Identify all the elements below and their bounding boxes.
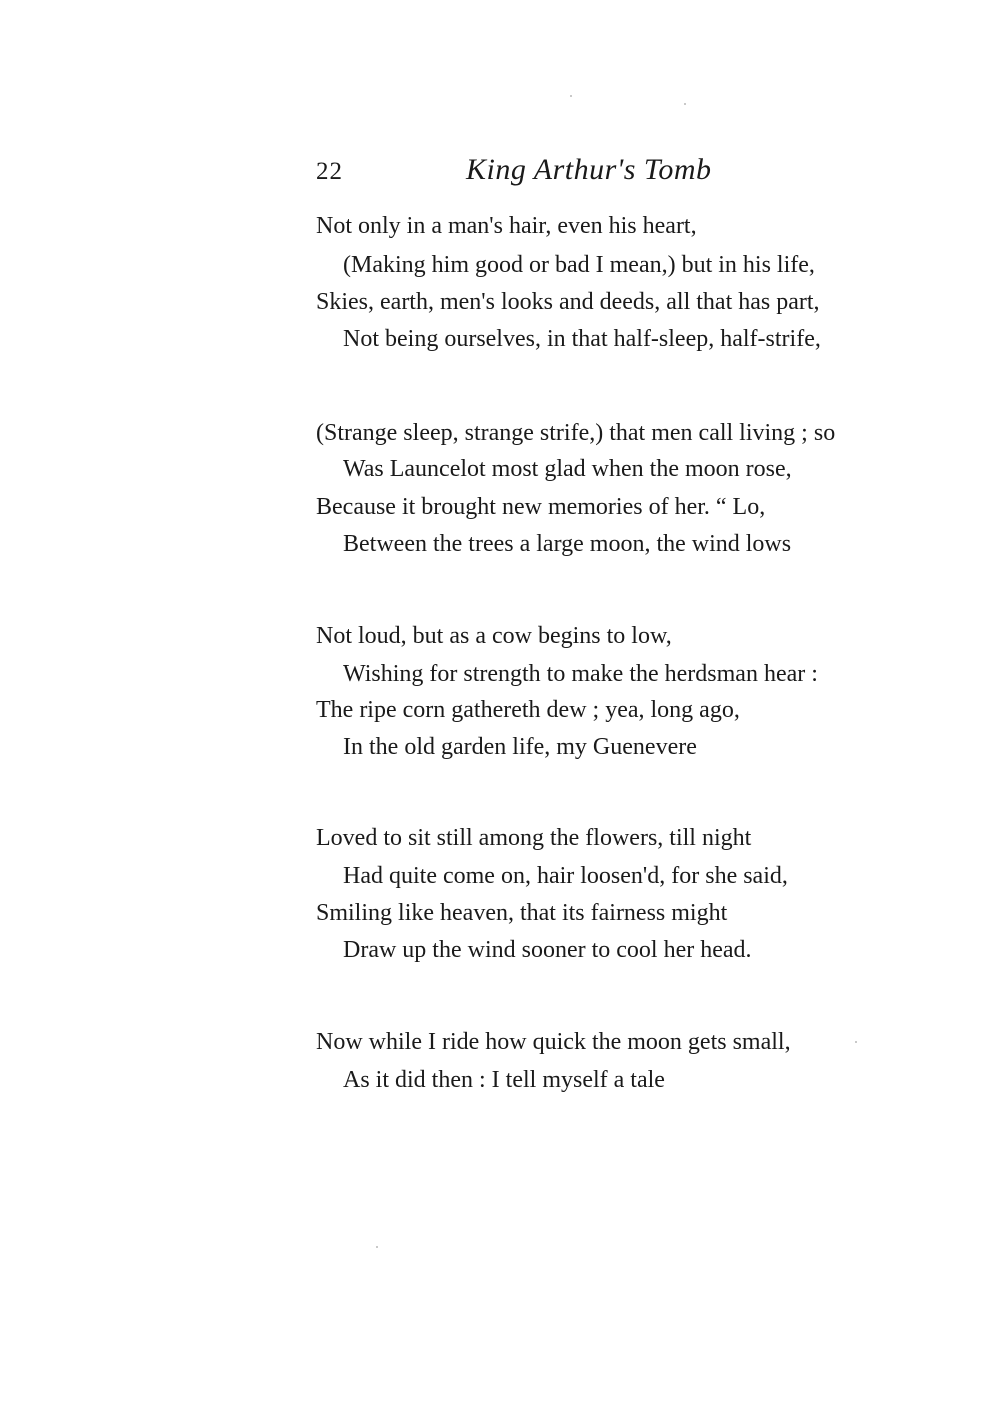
poem-line: (Strange sleep, strange strife,) that men call living ; so (316, 420, 836, 446)
running-title: King Arthur's Tomb (466, 153, 712, 186)
poem-line: Loved to sit still among the flowers, till night (316, 825, 752, 851)
poem-line: Skies, earth, men's looks and deeds, all that has part, (316, 289, 820, 315)
poem-line: Was Launcelot most glad when the moon rose, (343, 456, 792, 482)
poem-line: Smiling like heaven, that its fairness might (316, 900, 728, 926)
poem-line: Had quite come on, hair loosen'd, for she said, (343, 863, 788, 889)
poem-line: In the old garden life, my Guenevere (343, 734, 697, 760)
poem-line: (Making him good or bad I mean,) but in his life, (343, 252, 815, 278)
scan-speck (855, 1041, 857, 1043)
poem-line: Not loud, but as a cow begins to low, (316, 623, 672, 649)
poem-line: Now while I ride how quick the moon gets small, (316, 1029, 791, 1055)
poem-line: Between the trees a large moon, the wind lows (343, 531, 792, 557)
poem-line: Not being ourselves, in that half-sleep, half-strife, (343, 326, 821, 352)
poem-line: Not only in a man's hair, even his heart, (316, 213, 697, 239)
poem-line: As it did then : I tell myself a tale (343, 1067, 665, 1093)
poem-line: Draw up the wind sooner to cool her head. (343, 937, 752, 963)
scan-speck (684, 103, 686, 105)
page-number: 22 (316, 158, 343, 185)
poem-line: Wishing for strength to make the herdsman hear : (343, 661, 818, 687)
scan-speck (376, 1246, 378, 1248)
poem-line: Because it brought new memories of her. “ Lo, (316, 494, 766, 520)
scan-speck (570, 95, 572, 97)
poem-line: The ripe corn gathereth dew ; yea, long ago, (316, 697, 740, 723)
